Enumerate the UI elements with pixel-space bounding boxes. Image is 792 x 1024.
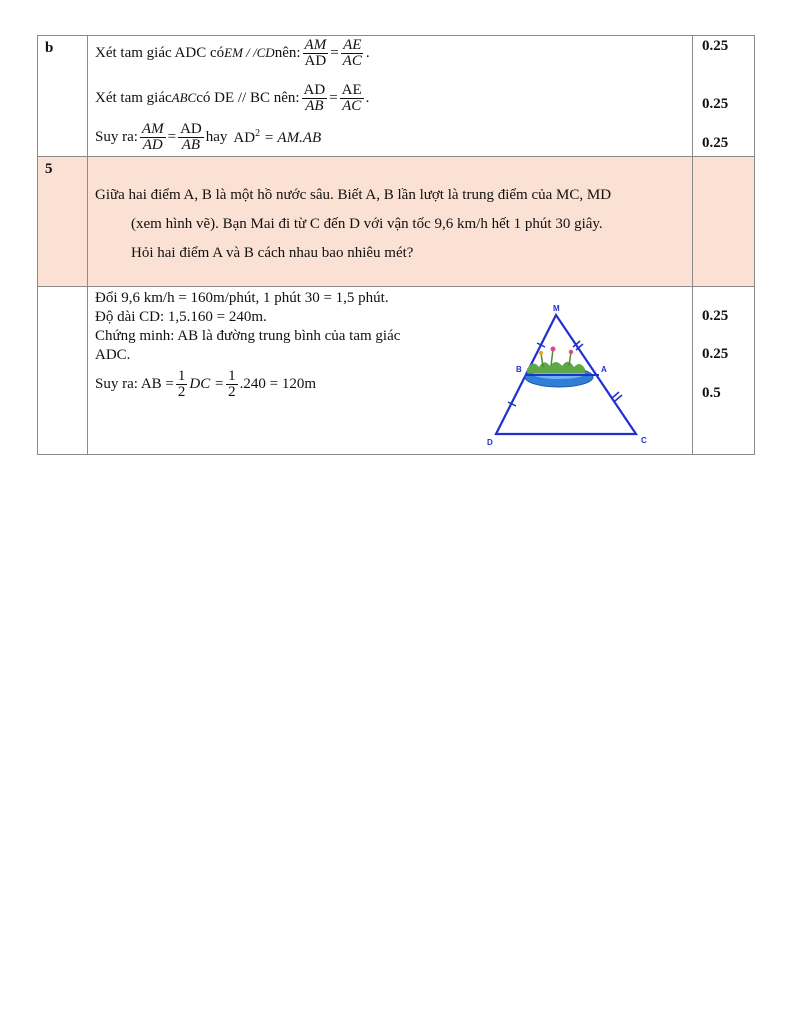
label-d: D: [487, 438, 493, 447]
solution-block: [88, 287, 692, 454]
fraction-den: AD: [142, 136, 163, 153]
label-a: A: [601, 365, 607, 374]
row-5-label-cell: [38, 157, 88, 287]
solution-line-3: Chứng minh: AB là đường trung bình của tam giác: [95, 328, 401, 344]
score-value: 0.25: [702, 135, 729, 151]
score-value: 0.25: [702, 38, 729, 54]
fraction: [302, 83, 328, 114]
line5-mid: DC =: [189, 376, 225, 392]
fraction-den: AB: [181, 136, 201, 153]
solution-line-1: Đổi 9,6 km/h = 160m/phút, 1 phút 30 = 1,5 phút.: [95, 290, 389, 306]
fraction: [303, 38, 329, 69]
label-m: M: [553, 304, 560, 313]
line3-result: [233, 128, 321, 147]
score-value: 0.25: [702, 308, 729, 324]
row-b-line-3: [88, 120, 692, 154]
fraction-num: AM: [304, 36, 327, 53]
fraction-den: AB: [305, 97, 324, 114]
score-value: 0.25: [702, 96, 729, 112]
row-5-score-cell: [693, 157, 755, 287]
line2-mid: có DE // BC nên:: [196, 89, 300, 106]
row-solution-score-cell: [693, 287, 755, 455]
equals-sign: =: [329, 89, 338, 106]
line3-result-sup: 2: [255, 127, 261, 139]
row-5-problem: [88, 157, 693, 287]
flower: [551, 347, 556, 352]
fraction: [226, 369, 238, 400]
tick-mark: [612, 392, 619, 398]
row-b-label-cell: [38, 36, 88, 157]
label-c: C: [641, 436, 647, 445]
fraction: [340, 83, 364, 114]
fraction-den: 2: [228, 384, 236, 400]
fraction: [176, 369, 188, 400]
line3-prefix: Suy ra:: [95, 128, 138, 145]
problem-line-1: Giữa hai điểm A, B là một hồ nước sâu. Biết A, B lần lượt là trung điểm của MC, MD: [95, 187, 612, 203]
solution-line-5: [95, 369, 465, 400]
problem-line-2: (xem hình vẽ). Bạn Mai đi từ C đến D với vận tốc 9,6 km/h hết 1 phút 30 giây.: [131, 216, 603, 232]
score-value: 0.5: [702, 385, 721, 401]
solution-line-2: Độ dài CD: 1,5.160 = 240m.: [95, 309, 267, 325]
fraction-num: 1: [177, 368, 186, 384]
solution-text: [95, 289, 465, 400]
row-b-score-cell: [693, 36, 755, 157]
problem-text: [88, 157, 692, 268]
lake-grass: [527, 362, 585, 373]
row-b-line-1: [88, 36, 692, 70]
period: .: [365, 89, 370, 106]
line3-result-rhs: = AM.AB: [260, 129, 322, 146]
triangle-figure: [481, 289, 691, 451]
row-solution-content: [88, 287, 693, 455]
fraction-num: 1: [228, 368, 236, 384]
line1-prefix: Xét tam giác ADC có: [95, 44, 225, 61]
fraction-num: AE: [343, 36, 362, 53]
fraction-den: AC: [342, 52, 362, 69]
fraction-den: AC: [342, 97, 362, 114]
problem-line-3: Hỏi hai điểm A và B cách nhau bao nhiêu mét?: [131, 245, 414, 261]
line2-prefix: Xét tam giác: [95, 89, 172, 106]
tick-mark: [615, 395, 622, 401]
equals-sign: =: [330, 44, 339, 61]
flower: [569, 350, 573, 354]
line3-result-base: AD: [233, 129, 256, 146]
period: .: [365, 44, 370, 61]
fraction-den: AD: [304, 52, 327, 69]
fraction-num: AE: [341, 81, 362, 98]
line5-prefix: Suy ra: AB =: [95, 376, 174, 392]
row-5: [38, 157, 755, 287]
equals-sign: =: [167, 128, 177, 145]
label-b: B: [516, 365, 522, 374]
row-5-label: 5: [45, 161, 53, 177]
fraction: [341, 38, 364, 69]
fraction-num: AM: [141, 120, 164, 137]
line3-hay: hay: [205, 128, 228, 145]
line1-mid: nên:: [274, 44, 301, 61]
fraction-num: AD: [303, 81, 326, 98]
row-solution-label-cell: [38, 287, 88, 455]
row-solution: [38, 287, 755, 455]
fraction-den: 2: [177, 384, 186, 400]
answer-table: [37, 35, 755, 455]
line2-tri: ABC: [171, 90, 197, 105]
line5-end: .240 = 120m: [239, 376, 316, 392]
solution-line-4: ADC.: [95, 347, 131, 363]
line1-cond: EM / /CD: [224, 45, 275, 60]
fraction: [178, 122, 204, 153]
row-b-content: [88, 36, 693, 157]
flower: [539, 351, 543, 355]
score-value: 0.25: [702, 346, 729, 362]
row-b-line-2: [88, 81, 692, 115]
row-b: [38, 36, 755, 157]
row-b-label: b: [45, 40, 54, 56]
fraction: [140, 122, 166, 153]
fraction-num: AD: [180, 120, 202, 137]
